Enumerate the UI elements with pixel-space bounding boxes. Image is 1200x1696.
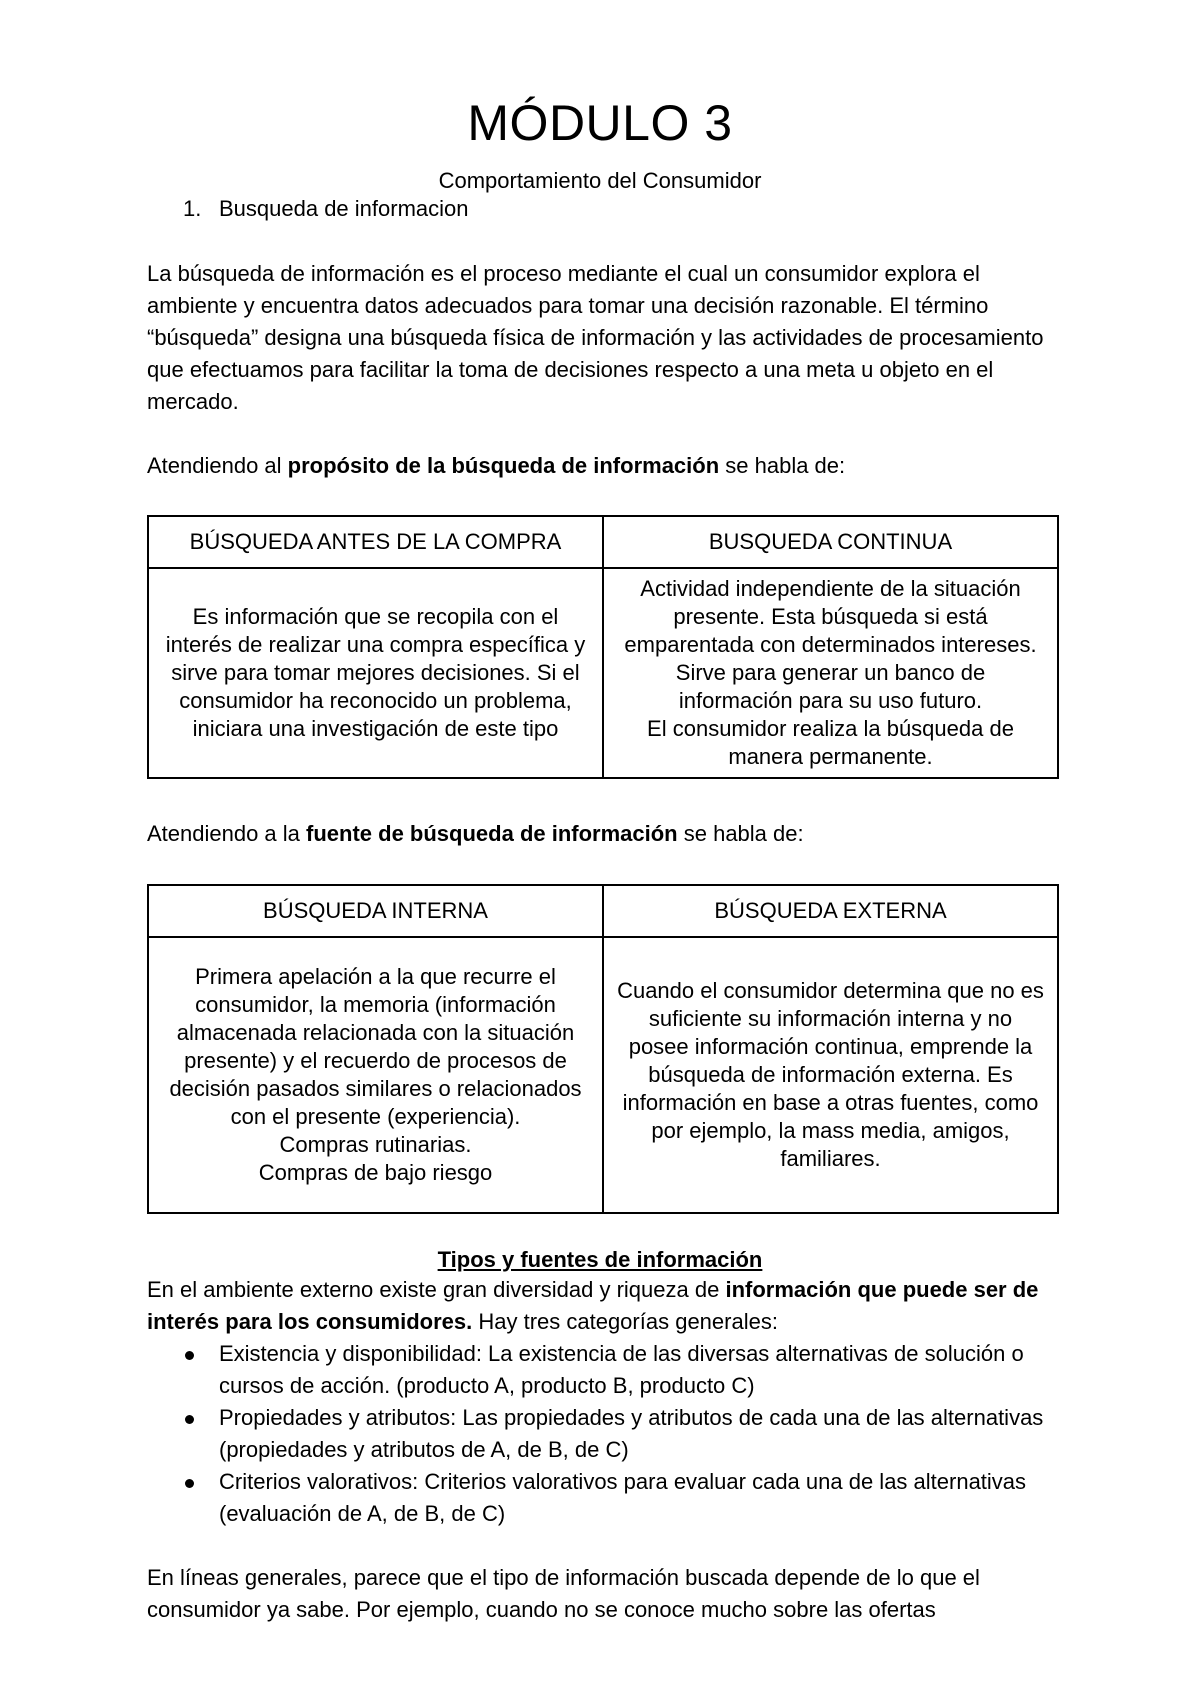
cell-text: Actividad independiente de la situación presente. Esta búsqueda si está emparentada con determinados intereses. Sirve para generar un banco de información para su uso futuro. [624, 576, 1037, 713]
purpose-lead-bold: propósito de la búsqueda de información [287, 453, 720, 478]
list-item-text: Propiedades y atributos: Las propiedades y atributos de cada una de las alternativas (propiedades y atributos de A, de B, de C) [219, 1405, 1044, 1462]
list-item [147, 1402, 1067, 1466]
bullet-icon [185, 1351, 194, 1360]
types-intro-bold: información que puede ser de interés para los consumidores. [147, 1277, 1039, 1334]
table-cell: Cuando el consumidor determina que no es suficiente su información interna y no posee información continua, emprende la búsqueda de información externa. Es información en base a otras fuentes, como por ejemplo, la mass media, amigos, familiares. [603, 937, 1058, 1213]
cell-text: El consumidor realiza la búsqueda de manera permanente. [647, 716, 1014, 769]
types-intro-after: Hay tres categorías generales: [472, 1309, 778, 1334]
table-header-cell: BUSQUEDA CONTINUA [603, 516, 1058, 568]
cell-text: Compras rutinarias. [279, 1132, 472, 1157]
table-header-row [148, 885, 1058, 937]
bullet-icon [185, 1415, 194, 1424]
section-title: Tipos y fuentes de información [437, 1247, 763, 1272]
list-item-text: Criterios valorativos: Criterios valorativos para evaluar cada una de las alternativas (evaluación de A, de B, de C) [219, 1469, 1027, 1526]
purpose-table [147, 515, 1059, 779]
list-item [147, 1338, 1067, 1402]
purpose-lead-before: Atendiendo al [147, 453, 288, 478]
closing-paragraph: En líneas generales, parece que el tipo de información buscada depende de lo que el consumidor ya sabe. Por ejemplo, cuando no se conoce mucho sobre las ofertas [147, 1565, 980, 1622]
source-table [147, 884, 1059, 1214]
types-intro-paragraph [147, 1274, 1067, 1338]
source-lead-paragraph [147, 818, 1067, 850]
table-header-row [148, 516, 1058, 568]
bullet-icon [185, 1479, 194, 1488]
purpose-lead-paragraph [147, 450, 1067, 482]
numbered-heading [183, 196, 469, 222]
table-cell [603, 568, 1058, 778]
table-header-cell: BÚSQUEDA EXTERNA [603, 885, 1058, 937]
source-lead-bold: fuente de búsqueda de información [306, 821, 678, 846]
list-heading-text: Busqueda de informacion [219, 196, 469, 221]
cell-text: Compras de bajo riesgo [258, 1160, 493, 1185]
list-item-text: Existencia y disponibilidad: La existencia de las diversas alternativas de solución o cursos de acción. (producto A, producto B, producto C) [219, 1341, 1024, 1398]
list-number: 1. [183, 196, 202, 221]
table-row [148, 937, 1058, 1213]
table-header-cell: BÚSQUEDA INTERNA [148, 885, 603, 937]
list-item [147, 1466, 1067, 1530]
source-lead-before: Atendiendo a la [147, 821, 307, 846]
categories-list [147, 1338, 1067, 1530]
table-header-cell: BÚSQUEDA ANTES DE LA COMPRA [148, 516, 603, 568]
page-title: MÓDULO 3 [467, 95, 733, 151]
table-row [148, 568, 1058, 778]
table-cell [148, 937, 603, 1213]
cell-text: Primera apelación a la que recurre el consumidor, la memoria (información almacenada relacionada con la situación presente) y el recuerdo de procesos de decisión pasados similares o relacionados con el presente (experiencia). [169, 964, 582, 1129]
intro-paragraph: La búsqueda de información es el proceso mediante el cual un consumidor explora el ambiente y encuentra datos adecuados para tomar una decisión razonable. El término “búsqueda” designa una búsqueda física de información y las actividades de procesamiento que efectuamos para facilitar la toma de decisiones respecto a una meta u objeto en el mercado. [147, 261, 1044, 414]
source-lead-after: se habla de: [677, 821, 804, 846]
purpose-lead-after: se habla de: [719, 453, 846, 478]
page-subtitle: Comportamiento del Consumidor [438, 168, 762, 193]
types-intro-before: En el ambiente externo existe gran diversidad y riqueza de [147, 1277, 726, 1302]
table-cell: Es información que se recopila con el interés de realizar una compra específica y sirve para tomar mejores decisiones. Si el consumidor ha reconocido un problema, iniciara una investigación de este tipo [148, 568, 603, 778]
